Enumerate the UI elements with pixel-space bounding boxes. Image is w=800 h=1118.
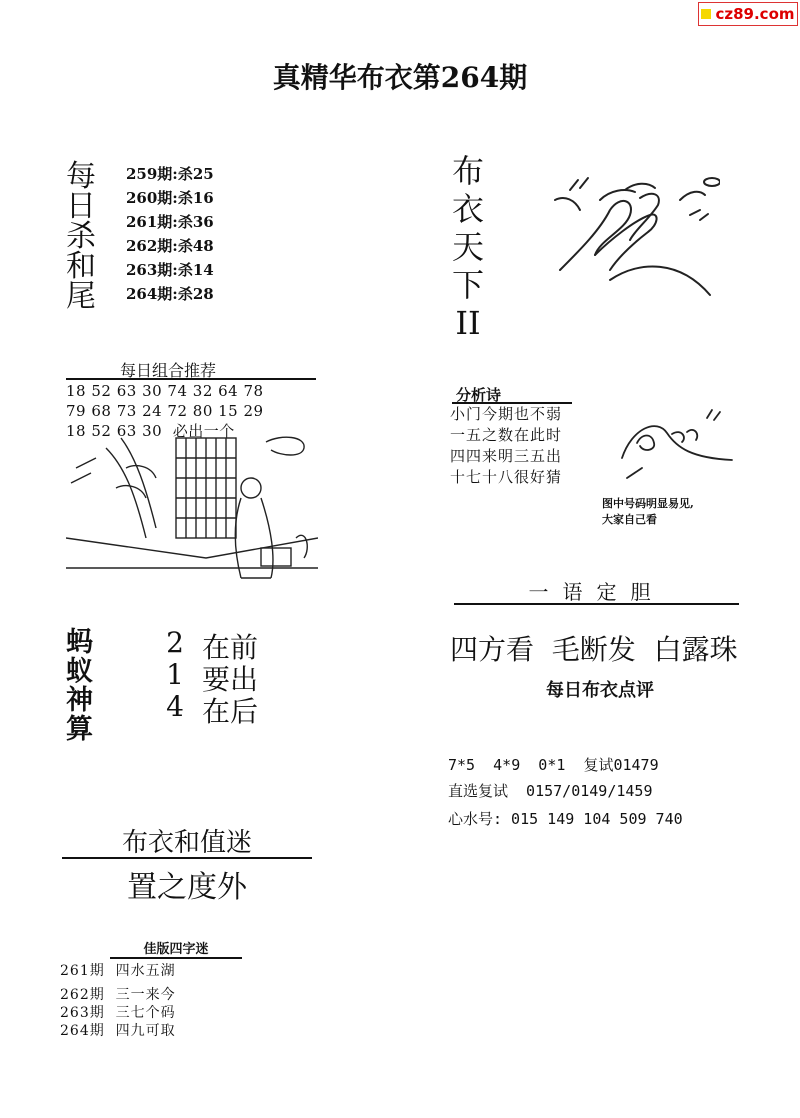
buyi-tianxia-heading: 布衣天下II <box>451 152 484 342</box>
poem-line: 小门今期也不弱 <box>450 405 563 423</box>
site-badge-text: cz89.com <box>715 5 795 23</box>
ant-number: 1 <box>166 658 184 691</box>
code-row: 7*5 4*9 0*1 复试01479 <box>448 756 659 774</box>
kill-value: 杀14 <box>177 261 214 279</box>
combo-row: 79 68 73 24 72 80 15 29 <box>66 402 264 420</box>
four-char-period: 264期 <box>60 1023 105 1039</box>
kill-row <box>126 210 214 234</box>
four-char-period: 261期 <box>60 963 105 979</box>
combo-title: 每日组合推荐 <box>120 361 217 380</box>
four-char-text: 四水五湖 <box>115 963 176 979</box>
four-char-text: 三七个码 <box>115 1005 176 1021</box>
four-char-row <box>60 1020 176 1042</box>
one-word-title: 一语定胆 <box>528 580 665 604</box>
ant-text: 在前 <box>202 631 259 664</box>
ant-text: 要出 <box>202 663 259 696</box>
kill-row <box>126 162 214 186</box>
ant-heading: 蚂蚁神算 <box>66 627 93 745</box>
daily-review-label: 每日布衣点评 <box>546 680 654 701</box>
four-char-text: 四九可取 <box>115 1023 176 1039</box>
code-row: 心水号: 015 149 104 509 740 <box>448 810 683 828</box>
four-char-period: 263期 <box>60 1005 105 1021</box>
badge-square-icon <box>701 9 711 19</box>
buyi-value-title: 布衣和值迷 <box>121 828 252 858</box>
poem-note: 大家自己看 <box>602 513 657 526</box>
scholar-illustration <box>66 428 318 588</box>
kill-row <box>126 258 214 282</box>
combo-row: 18 52 63 30 必出一个 <box>66 422 235 440</box>
kill-value: 杀36 <box>177 213 214 231</box>
kill-period: 263期: <box>126 261 178 279</box>
site-badge[interactable] <box>698 2 798 26</box>
ant-text: 在后 <box>202 695 259 728</box>
combo-row: 18 52 63 30 74 32 64 78 <box>66 382 264 400</box>
code-row: 直选复试 0157/0149/1459 <box>448 782 653 800</box>
four-char-divider <box>110 957 242 959</box>
page-title: 真精华布衣第264期 <box>272 61 528 94</box>
bird-sketch-illustration <box>540 160 720 300</box>
buyi-value-divider <box>62 857 312 859</box>
kill-period: 261期: <box>126 213 178 231</box>
daily-kill-heading: 每日杀和尾 <box>66 159 96 314</box>
poem-line: 十七十八很好猜 <box>450 468 563 486</box>
kill-row <box>126 282 214 306</box>
kill-row <box>126 234 214 258</box>
kill-value: 杀16 <box>177 189 214 207</box>
poem-title: 分析诗 <box>456 386 502 404</box>
ant-number: 2 <box>166 626 184 659</box>
poem-line: 一五之数在此时 <box>450 426 563 444</box>
kill-period: 259期: <box>126 165 178 183</box>
kill-value: 杀25 <box>177 165 214 183</box>
kill-value: 杀48 <box>177 237 214 255</box>
four-char-title: 佳版四字迷 <box>143 942 209 957</box>
kill-value: 杀28 <box>177 285 214 303</box>
one-word-divider <box>454 603 739 605</box>
kill-period: 262期: <box>126 237 178 255</box>
buyi-value-text: 置之度外 <box>127 870 247 905</box>
kill-period: 260期: <box>126 189 178 207</box>
poem-line: 四四来明三五出 <box>450 447 563 465</box>
kill-row <box>126 186 214 210</box>
poem-note: 图中号码明显易见, <box>602 497 694 510</box>
one-word-text: 四方看 毛断发 白露珠 <box>450 633 738 666</box>
kill-period: 264期: <box>126 285 178 303</box>
four-char-period: 262期 <box>60 987 105 1003</box>
four-char-text: 三一来今 <box>115 987 176 1003</box>
four-char-row <box>60 960 176 982</box>
combo-divider <box>66 378 316 380</box>
ant-number: 4 <box>166 690 184 723</box>
snail-sketch-illustration <box>612 398 742 488</box>
